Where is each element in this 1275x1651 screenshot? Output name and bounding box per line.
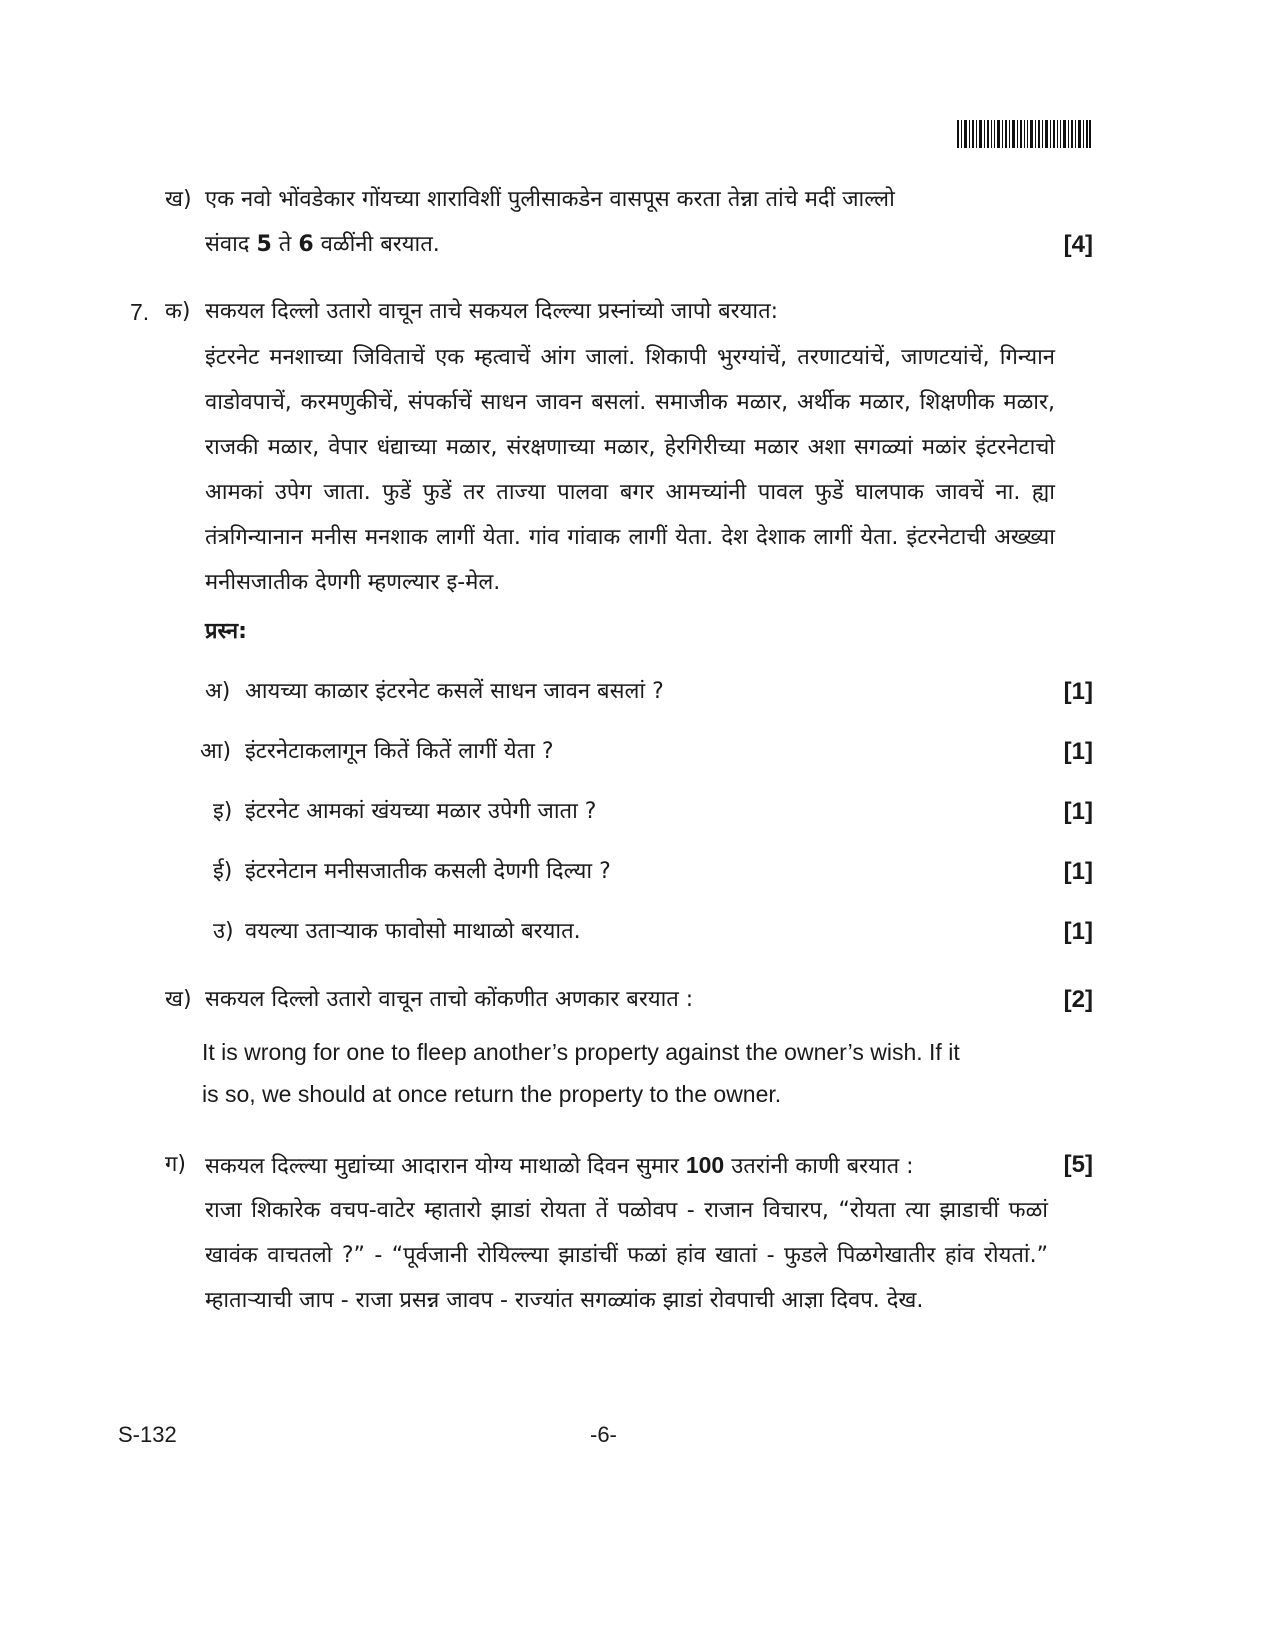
q6b-marks: [4] <box>1063 231 1093 258</box>
q6b-text-line1: एक नवो भोंवडेकार गोंयच्या शाराविशीं पुलीसाकडेन वासपूस करता तेन्ना तांचे मदीं जाल्लो <box>205 187 895 212</box>
q7a-label: क) <box>165 299 191 324</box>
q7a-question-text: इंटरनेटान मनीसजातीक कसली देणगी दिल्या ? <box>245 859 611 884</box>
q7a-question-marks: [1] <box>1063 798 1093 825</box>
q7a-question-text: इंटरनेट आमकां खंयच्या मळार उपेगी जाता ? <box>245 799 597 824</box>
q7c-points: राजा शिकारेक वचप-वाटेर म्हातारो झाडां रोयता तें पळोवप - राजान विचारप, “रोयता त्या झाडाचीं फळां खावंक वाचतलो ?” - “पूर्वजानी रोयिल्ल्या झाडांचीं फळां हांव खातां - फुडले पिळगेखातीर हांव रोयतां.” म्हाताऱ्याची जाप - राजा प्रसन्न जावप - राज्यांत सगळ्यांक झाडां रोवपाची आज्ञा दिवप. देख. <box>205 1198 1048 1313</box>
q7b-marks: [2] <box>1063 986 1093 1013</box>
q7b-instruction: सकयल दिल्लो उतारो वाचून ताचो कोंकणीत अणकार बरयात : <box>205 987 694 1012</box>
footer-code: S-132 <box>118 1422 177 1447</box>
q7a-passage: इंटरनेट मनशाच्या जिविताचें एक म्हत्वाचें आंग जालां. शिकापी भुरग्यांचें, तरणाटयांचें, जाणटयांचें, गिन्यान वाडोवपाचें, करमणुकीचें, संपर्काचें साधन जावन बसलां. समाजीक मळार, अर्थीक मळार, शिक्षणीक मळार, राजकी मळार, वेपार धंद्याच्या मळार, संरक्षणाच्या मळार, हेरगिरीच्या मळार अशा सगळ्यां मळांर इंटरनेटाचो आमकां उपेग जाता. फुडें फुडें तर ताज्या पालवा बगर आमच्यांनी पावल फुडें घालपाक जावचें ना. ह्या तंत्रगिन्यानान मनीस मनशाक लागीं येता. गांव गांवाक लागीं येता. देश देशाक लागीं येता. इंटरनेटाची अख्ख्या मनीसजातीक देणगी म्हणल्यार इ-मेल. <box>205 345 1055 595</box>
q7a-instruction: सकयल दिल्लो उतारो वाचून ताचे सकयल दिल्ल्या प्रस्नांच्यो जापो बरयात: <box>205 299 779 324</box>
q7a-question-marks: [1] <box>1063 918 1093 945</box>
q7a-question-text: वयल्या उताऱ्याक फावोसो माथाळो बरयात. <box>245 919 581 944</box>
q7a-question-label: इ) <box>213 799 233 824</box>
q7c-instruction: सकयल दिल्ल्या मुद्यांच्या आदारान योग्य माथाळो दिवन सुमार 100 उतरांनी काणी बरयात : <box>205 1152 914 1179</box>
q7a-question-label: आ) <box>200 739 232 764</box>
q7a-question-label: उ) <box>213 919 234 944</box>
q7b-english-line2: is so, we should at once return the property to the owner. <box>202 1081 782 1107</box>
q7b-english-line1: It is wrong for one to fleep another’s property against the owner’s wish. If it <box>202 1039 960 1065</box>
q7a-question-marks: [1] <box>1063 858 1093 885</box>
q7a-question-label: ई) <box>213 859 233 884</box>
q7a-question-marks: [1] <box>1063 678 1093 705</box>
barcode-image <box>957 120 1091 148</box>
q7b-label: ख) <box>165 987 192 1012</box>
q7-number: 7. <box>130 299 150 325</box>
q7c-label: ग) <box>165 1152 186 1177</box>
q7a-question-text: आयच्या काळार इंटरनेट कसलें साधन जावन बसलां ? <box>245 679 664 704</box>
footer-page-number: -6- <box>590 1422 617 1447</box>
q7a-question-label: अ) <box>205 679 231 704</box>
q7a-question-marks: [1] <box>1063 738 1093 765</box>
q7a-question-text: इंटरनेटाकलागून कितें कितें लागीं येता ? <box>245 739 554 764</box>
q7a-questions-heading: प्रस्न: <box>205 619 247 644</box>
q7c-marks: [5] <box>1063 1151 1093 1178</box>
q6b-text-line2: संवाद 5 ते 6 वळींनी बरयात. <box>205 232 440 257</box>
q6b-label: ख) <box>165 187 192 212</box>
